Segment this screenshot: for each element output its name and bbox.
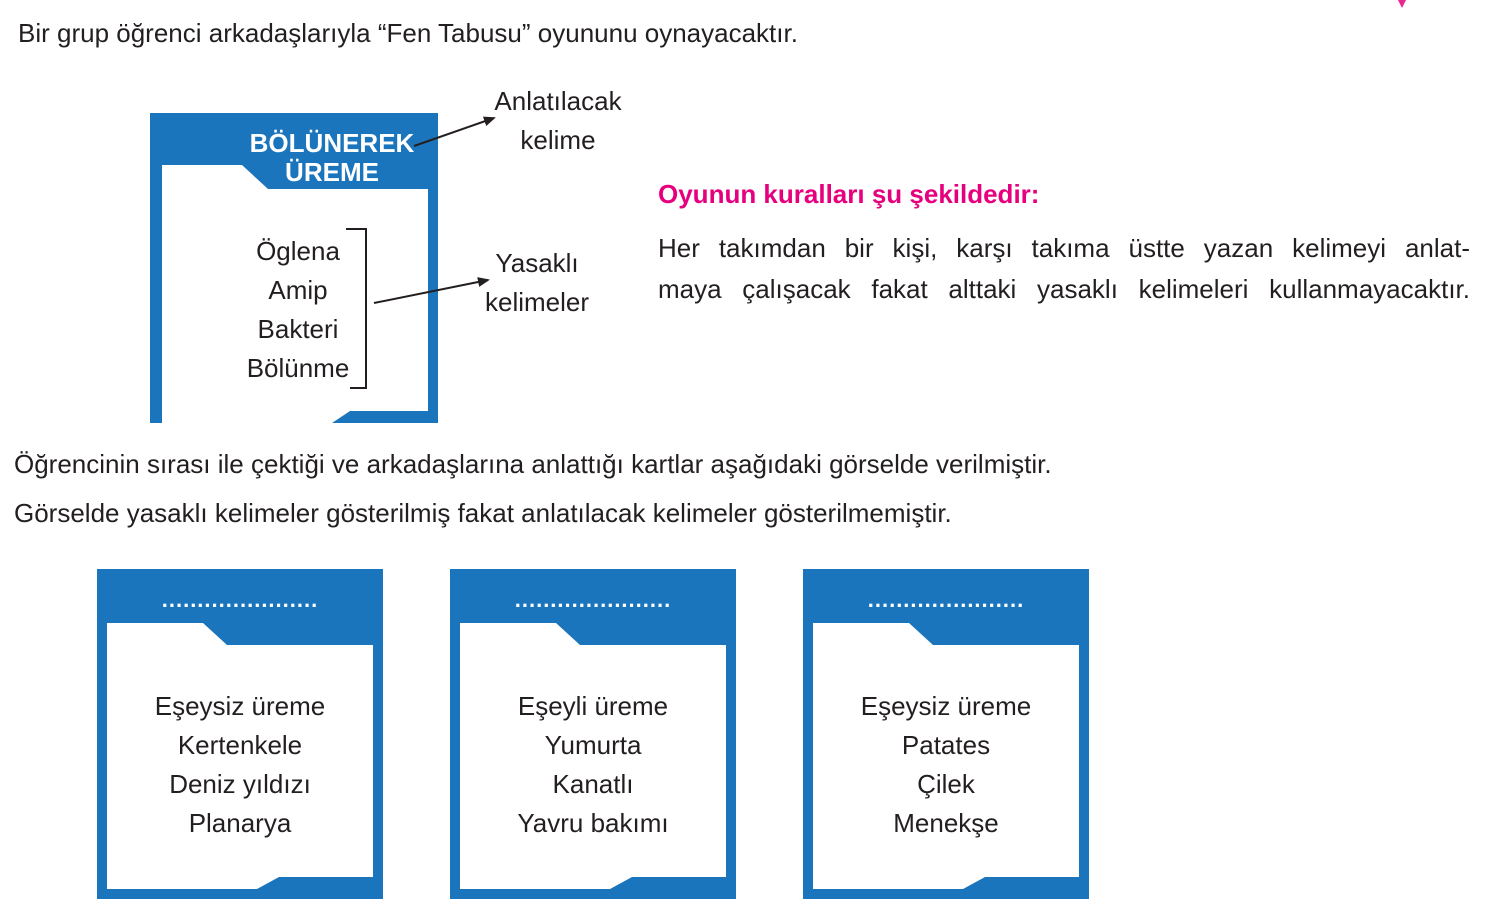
rules-body-line2: maya çalışacak fakat alttaki yasaklı kelimeleri kullanmayacaktır. [658,274,1470,304]
arrow-to-word-label [414,118,494,146]
list-item: Kanatlı [552,769,634,799]
forbidden-words-label-line1: Yasaklı [495,248,579,278]
card-1 [97,569,383,899]
word-to-explain-label-line1: Anlatılacak [494,86,622,116]
arrow-to-forbidden-label [374,280,488,303]
list-item: Patates [901,730,991,760]
intro-text: Bir grup öğrenci arkadaşlarıyla “Fen Tabusu” oyununu oynayacaktır. [18,18,798,48]
list-item: Eşeyli üreme [517,691,669,721]
card-3-forbidden-list [813,687,1079,843]
word-to-explain-label [485,82,631,160]
list-item: Kertenkele [177,730,303,760]
hidden-word-placeholder: ...................... [161,587,319,612]
word-to-explain-label-line2: kelime [520,125,596,155]
rules-body-line1: Her takımdan bir kişi, karşı takıma üstte yazan kelimeyi anlat- [658,233,1470,263]
bracket [346,229,366,388]
list-item: Deniz yıldızı [169,769,311,799]
list-item: Amip [268,275,328,305]
list-item: Yavru bakımı [517,808,669,838]
card-1-forbidden-list [107,687,373,843]
card-2 [450,569,736,899]
card-3 [803,569,1089,899]
forbidden-words-label-line2: kelimeler [484,287,590,317]
forbidden-words-label [472,244,602,322]
list-item: Bakteri [257,314,339,344]
rules-title: Oyunun kuralları şu şekildedir: [658,179,1040,209]
rules-body [658,228,1470,310]
list-item: Eşeysiz üreme [154,691,326,721]
list-item: Öglena [256,236,340,266]
list-item: Bölünme [246,353,350,383]
hidden-word-placeholder: ...................... [867,587,1025,612]
hidden-word-placeholder: ...................... [514,587,672,612]
example-card-title-line2: ÜREME [285,157,379,187]
list-item: Menekşe [893,808,999,838]
list-item: Planarya [188,808,292,838]
list-item: Eşeysiz üreme [860,691,1032,721]
example-card-title-line1: BÖLÜNEREK [249,128,415,158]
cards-paragraph: Öğrencinin sırası ile çektiği ve arkadaşlarına anlattığı kartlar aşağıdaki görselde verilmiştir. [14,449,1052,479]
list-item: Çilek [917,769,975,799]
card-2-forbidden-list [460,687,726,843]
list-item: Yumurta [544,730,642,760]
shown-paragraph: Görselde yasaklı kelimeler gösterilmiş fakat anlatılacak kelimeler gösterilmemiştir. [14,498,952,528]
